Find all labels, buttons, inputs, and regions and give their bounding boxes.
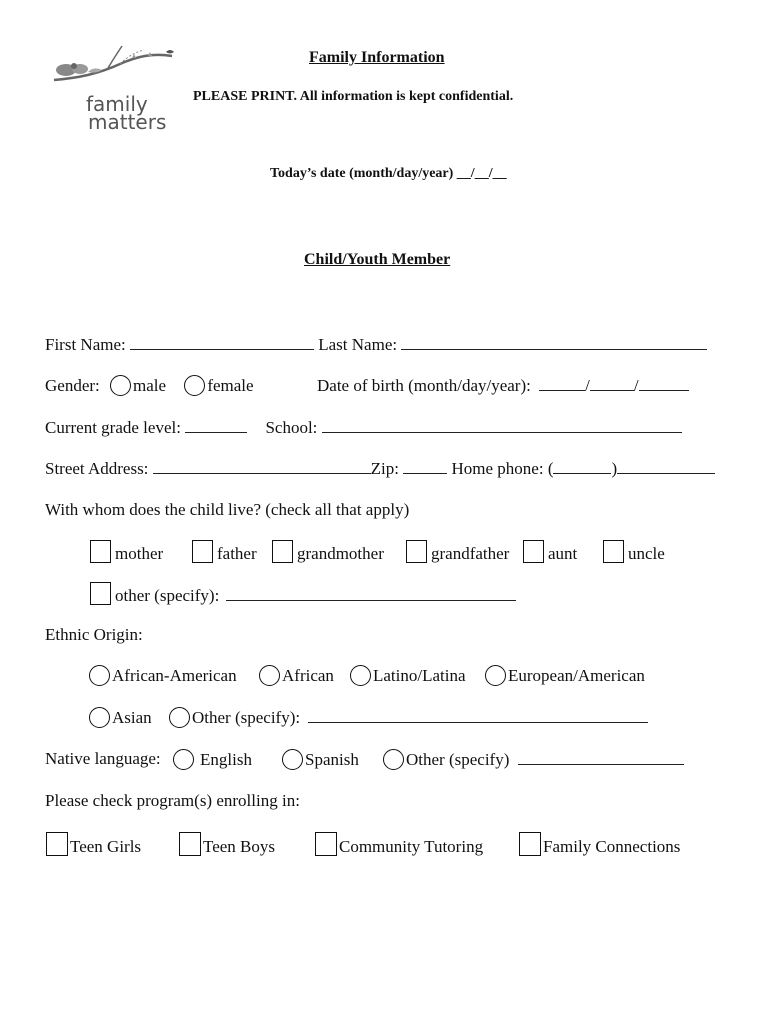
zip-input[interactable] — [403, 458, 447, 474]
ethnic-asian[interactable] — [89, 707, 152, 728]
option-label: father — [217, 544, 257, 563]
zip-label: Zip: — [370, 459, 399, 478]
family-matters-logo — [48, 44, 178, 134]
lives-with-other[interactable] — [90, 582, 516, 606]
lives-with-grandfather[interactable] — [406, 540, 509, 564]
option-label: Family Connections — [543, 837, 681, 856]
programs-label: Please check program(s) enrolling in: — [45, 791, 300, 810]
lives-with-mother[interactable] — [90, 540, 163, 564]
school-input[interactable] — [322, 417, 682, 433]
option-label: Other (specify): — [192, 708, 301, 727]
radio[interactable] — [89, 707, 110, 728]
street-input[interactable] — [153, 458, 371, 474]
lives-with-question: With whom does the child live? (check all that apply) — [45, 500, 410, 519]
native-language-label: Native language: — [45, 749, 161, 768]
ethnic-origin-label: Ethnic Origin: — [45, 625, 143, 644]
form-title: Family Information — [309, 49, 445, 66]
lives-with-father[interactable] — [192, 540, 257, 564]
ethnic-other[interactable] — [169, 707, 648, 728]
checkbox[interactable] — [519, 832, 541, 856]
phone-input[interactable] — [617, 458, 715, 474]
last-name-label: Last Name: — [318, 335, 398, 354]
ethnic-african-american[interactable] — [89, 665, 237, 686]
radio[interactable] — [169, 707, 190, 728]
option-label: Community Tutoring — [339, 837, 484, 856]
language-other-input[interactable] — [518, 749, 684, 765]
radio[interactable] — [350, 665, 371, 686]
option-label: grandmother — [297, 544, 384, 563]
lives-with-grandmother[interactable] — [272, 540, 384, 564]
checkbox[interactable] — [179, 832, 201, 856]
program-teen-girls[interactable] — [46, 832, 141, 857]
option-label: English — [200, 750, 252, 769]
gender-label: Gender: — [45, 376, 100, 395]
checkbox[interactable] — [192, 540, 213, 563]
option-label: Latino/Latina — [373, 666, 466, 685]
program-community-tutoring[interactable] — [315, 832, 483, 857]
checkbox[interactable] — [406, 540, 427, 563]
section-title: Child/Youth Member — [304, 251, 451, 268]
checkbox[interactable] — [523, 540, 544, 563]
ethnic-other-input[interactable] — [308, 707, 648, 723]
gender-male-radio[interactable] — [110, 375, 131, 396]
program-family-connections[interactable] — [519, 832, 680, 857]
print-notice: PLEASE PRINT. All information is kept confidential. — [193, 89, 514, 104]
language-other[interactable] — [383, 749, 684, 770]
logo-word-matters: matters — [88, 110, 167, 134]
option-label: Spanish — [305, 750, 359, 769]
gender-female-radio[interactable] — [184, 375, 205, 396]
option-label: Asian — [112, 708, 152, 727]
street-label: Street Address: — [45, 459, 149, 478]
gender-male-label: male — [133, 376, 167, 395]
checkbox[interactable] — [272, 540, 293, 563]
checkbox[interactable] — [315, 832, 337, 856]
lives-with-aunt[interactable] — [523, 540, 577, 564]
checkbox[interactable] — [46, 832, 68, 856]
lives-with-uncle[interactable] — [603, 540, 665, 564]
option-label: Teen Boys — [203, 837, 275, 856]
grade-input[interactable] — [185, 417, 247, 433]
checkbox[interactable] — [90, 582, 111, 605]
radio[interactable] — [282, 749, 303, 770]
paren-close: ) — [611, 459, 618, 478]
option-label: other (specify): — [115, 586, 220, 605]
option-label: uncle — [628, 544, 665, 563]
option-label: aunt — [548, 544, 578, 563]
checkbox[interactable] — [603, 540, 624, 563]
option-label: grandfather — [431, 544, 510, 563]
program-teen-boys[interactable] — [179, 832, 275, 857]
area-code-input[interactable] — [553, 458, 611, 474]
dob-day-input[interactable] — [590, 375, 634, 391]
language-spanish[interactable] — [282, 749, 359, 770]
branch-bird-icon — [48, 44, 178, 92]
home-phone-label: Home phone: ( — [451, 459, 554, 478]
radio[interactable] — [173, 749, 194, 770]
option-label: Other (specify) — [406, 750, 510, 769]
radio[interactable] — [383, 749, 404, 770]
grade-label: Current grade level: — [45, 418, 181, 437]
option-label: mother — [115, 544, 164, 563]
school-label: School: — [265, 418, 318, 437]
dob-month-input[interactable] — [539, 375, 585, 391]
ethnic-african[interactable] — [259, 665, 334, 686]
todays-date-field[interactable]: Today’s date (month/day/year) __/__/__ — [270, 166, 507, 181]
first-name-input[interactable] — [130, 334, 314, 350]
first-name-label: First Name: — [45, 335, 126, 354]
lives-with-other-input[interactable] — [226, 585, 516, 601]
radio[interactable] — [485, 665, 506, 686]
dob-year-input[interactable] — [639, 375, 689, 391]
option-label: African — [282, 666, 334, 685]
ethnic-latino[interactable] — [350, 665, 466, 686]
option-label: Teen Girls — [70, 837, 142, 856]
radio[interactable] — [259, 665, 280, 686]
option-label: African-American — [112, 666, 237, 685]
checkbox[interactable] — [90, 540, 111, 563]
option-label: European/American — [508, 666, 645, 685]
last-name-input[interactable] — [401, 334, 707, 350]
radio[interactable] — [89, 665, 110, 686]
dob-label: Date of birth (month/day/year): — [317, 376, 531, 395]
language-english[interactable] — [173, 749, 252, 770]
gender-female-label: female — [207, 376, 254, 395]
logo-word-family: family — [86, 92, 148, 116]
ethnic-european-american[interactable] — [485, 665, 645, 686]
